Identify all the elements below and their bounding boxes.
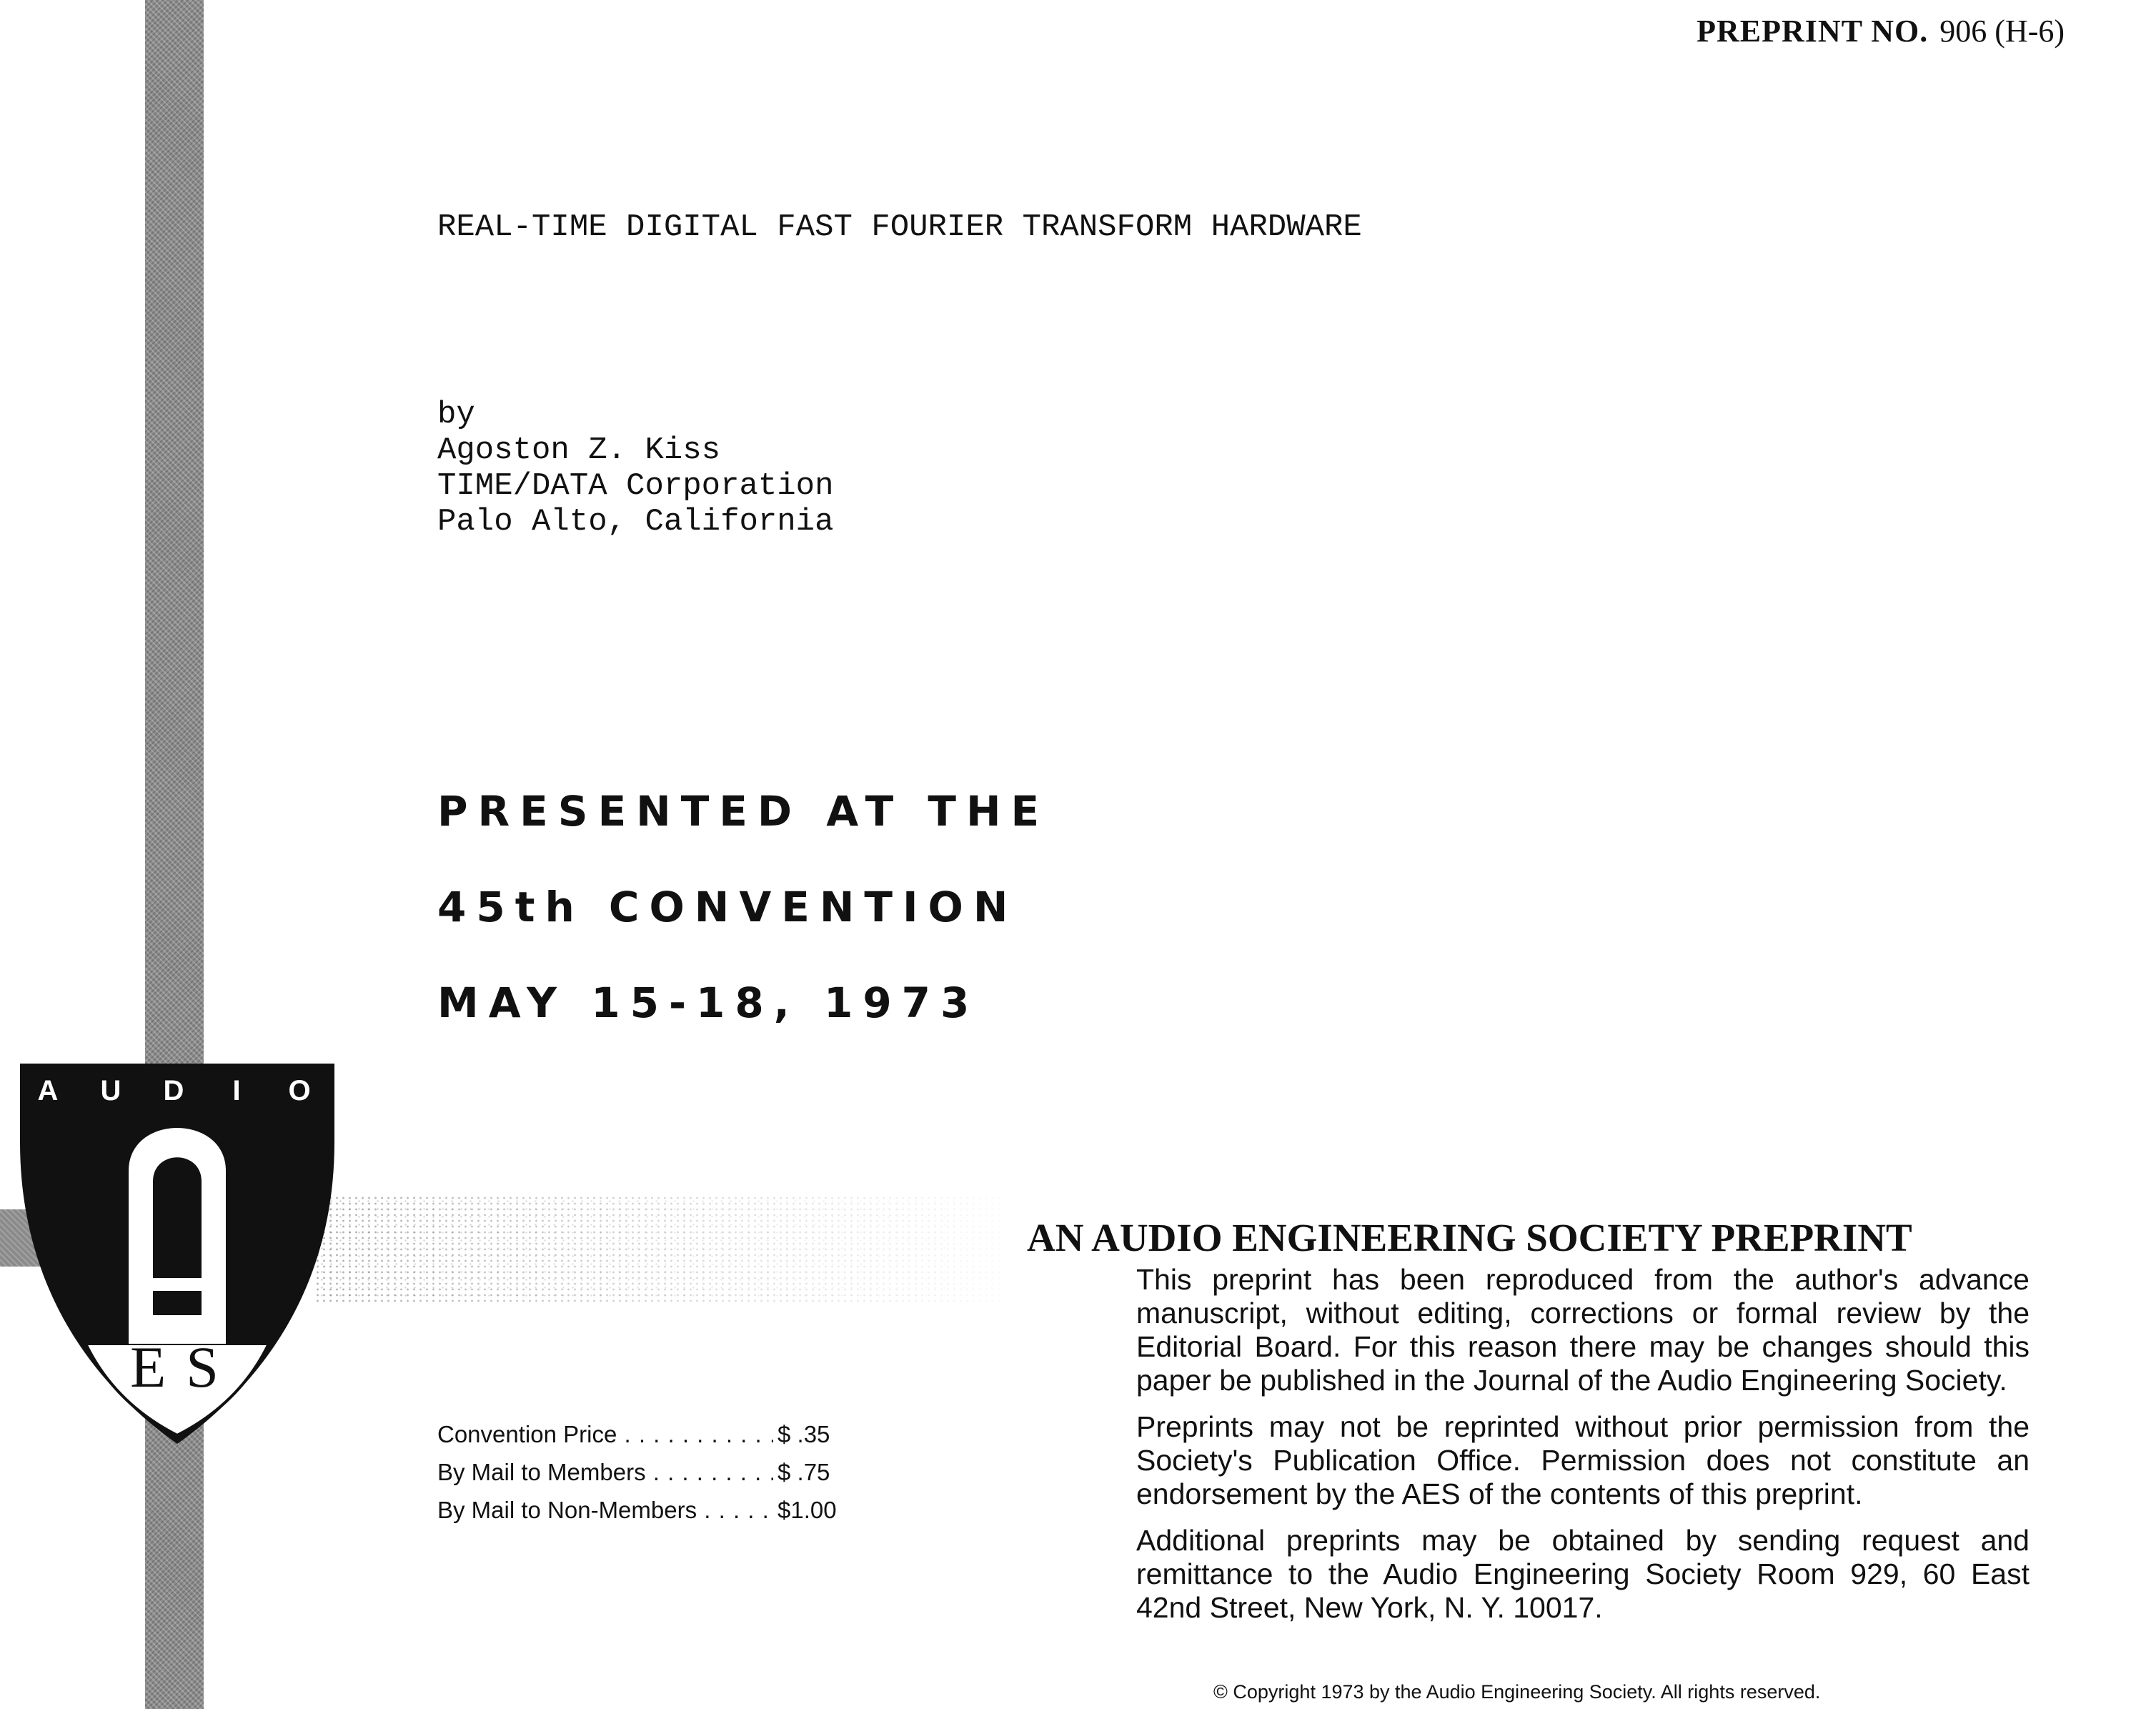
preprint-number-value: 906 (H-6) xyxy=(1939,14,2065,49)
logo-letter-u: U xyxy=(100,1075,121,1106)
price-label: By Mail to Non-Members . . . xyxy=(437,1491,773,1529)
vertical-grey-strip xyxy=(145,0,204,1709)
notice-paragraph: This preprint has been reproduced from the author's advance manuscript, without editing, corrections or formal review by the Editorial Board. For this reason there may be changes should this paper be published in the Journal of the Audio Engineering Society. xyxy=(1136,1263,2030,1397)
by-label: by xyxy=(437,397,475,432)
price-row xyxy=(437,1415,837,1453)
presented-at-line: PRESENTED AT THE xyxy=(437,787,1050,836)
copyright-line: © Copyright 1973 by the Audio Engineering Society. All rights reserved. xyxy=(1213,1681,1821,1703)
aes-logo xyxy=(20,1064,334,1450)
convention-name-line: 45th CONVENTION xyxy=(437,883,1018,931)
convention-block xyxy=(437,763,1049,1051)
notice-paragraph: Additional preprints may be obtained by sending request and remittance to the Audio Engineering Society Room 929, 60 East 42nd Street, New York, N. Y. 10017. xyxy=(1136,1524,2030,1624)
author-block xyxy=(437,397,834,540)
price-label: By Mail to Members . . . xyxy=(437,1453,773,1491)
price-value: $ .75 xyxy=(778,1459,830,1485)
preprint-number xyxy=(1697,13,2065,49)
logo-letter-d: D xyxy=(163,1075,184,1106)
logo-letter-o: O xyxy=(288,1075,311,1106)
notice-paragraph: Preprints may not be reprinted without prior permission from the Society's Publication Office. Permission does not constitute an endorsement by the AES of the contents of this preprint. xyxy=(1136,1410,2030,1510)
price-row xyxy=(437,1453,837,1491)
price-list xyxy=(437,1415,837,1529)
logo-letter-a: A xyxy=(37,1075,59,1106)
preprint-notice xyxy=(1136,1263,2030,1638)
convention-date-line: MAY 15-18, 1973 xyxy=(437,979,980,1027)
price-row xyxy=(437,1491,837,1529)
author-location: Palo Alto, California xyxy=(437,504,834,540)
halftone-speckle-band xyxy=(314,1195,1000,1302)
price-value: $ .35 xyxy=(778,1421,830,1447)
author-name: Agoston Z. Kiss xyxy=(437,432,721,468)
logo-letter-i: I xyxy=(232,1075,241,1106)
price-value: $1.00 xyxy=(778,1497,837,1523)
paper-title: REAL-TIME DIGITAL FAST FOURIER TRANSFORM HARDWARE xyxy=(437,209,1362,245)
price-label: Convention Price . . . xyxy=(437,1415,773,1453)
preprint-number-label: PREPRINT NO. xyxy=(1697,14,1929,49)
author-affiliation: TIME/DATA Corporation xyxy=(437,468,834,504)
society-heading: AN AUDIO ENGINEERING SOCIETY PREPRINT xyxy=(1027,1216,1912,1259)
logo-initials: ES xyxy=(130,1334,239,1400)
